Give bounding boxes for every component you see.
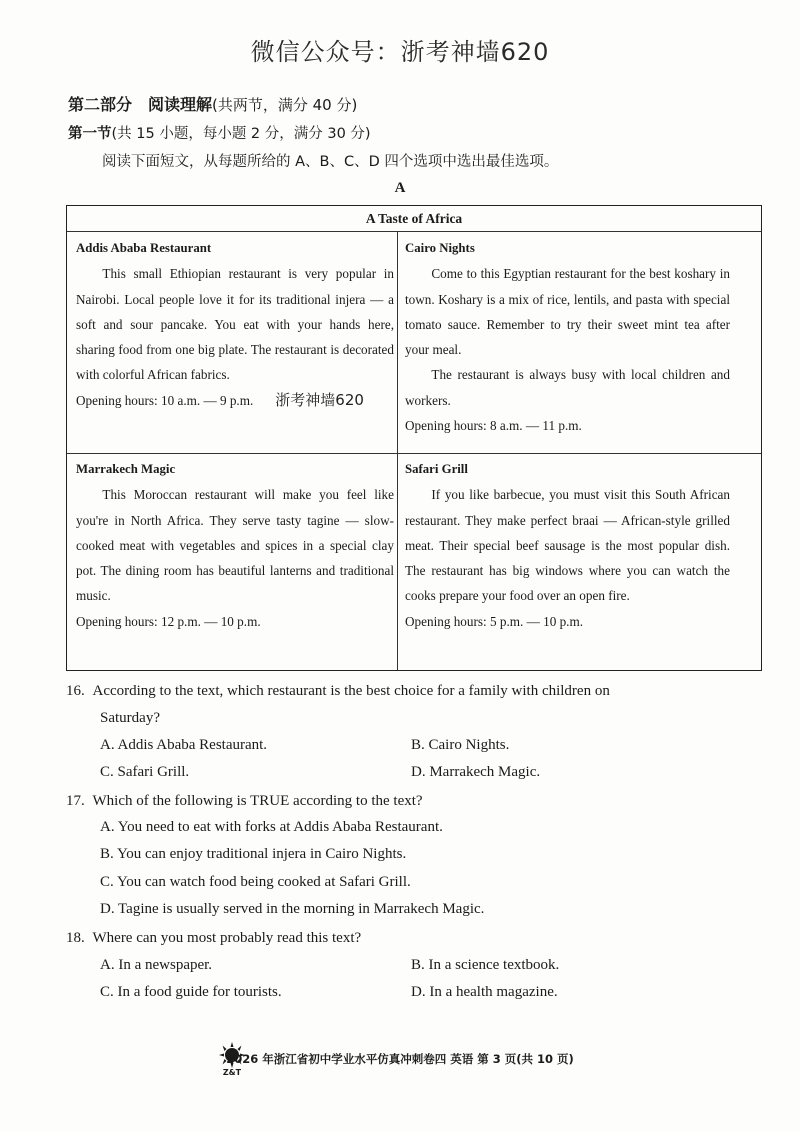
- table-vertical-divider: [397, 232, 398, 670]
- restaurant-description: This Moroccan restaurant will make you feel like you're in North Africa. They serve tasty tagine — slow-cooked meat with vegetables and spices in a special clay pot. The dining room has beautiful lanterns and traditional music.: [76, 487, 394, 604]
- opening-hours: Opening hours: 12 p.m. — 10 p.m.: [76, 613, 261, 629]
- watermark-inline: 浙考神墙620: [275, 390, 364, 409]
- question-16: [66, 678, 610, 705]
- option-a[interactable]: A. You need to eat with forks at Addis Ababa Restaurant.: [100, 819, 443, 835]
- option-d[interactable]: D. Marrakech Magic.: [411, 764, 541, 780]
- question-17: [66, 788, 423, 815]
- section-title: [68, 92, 357, 115]
- restaurant-cell-addis: [76, 236, 394, 413]
- opening-hours: Opening hours: 10 a.m. — 9 p.m.: [76, 392, 254, 408]
- restaurant-cell-marrakech: [76, 457, 394, 634]
- restaurant-name: Safari Grill: [405, 462, 468, 476]
- restaurant-name: Addis Ababa Restaurant: [76, 241, 212, 255]
- svg-text:Z&T: Z&T: [222, 1068, 242, 1076]
- part-title: [68, 122, 371, 143]
- table-horizontal-divider: [67, 453, 761, 454]
- question-18: [66, 925, 361, 952]
- question-stem: Which of the following is TRUE according to the text?: [92, 793, 423, 809]
- opening-hours: Opening hours: 8 a.m. — 11 p.m.: [405, 418, 582, 434]
- restaurant-description: If you like barbecue, you must visit this South African restaurant. They make perfect braai — African-style grilled meat. Their special beef sausage is the most popular dish. The restaurant has big windows where you can watch the cooks prepare your food over an open fire.: [405, 487, 730, 604]
- opening-hours-row: [76, 388, 394, 413]
- option-b[interactable]: B. In a science textbook.: [411, 957, 560, 973]
- option-b[interactable]: B. You can enjoy traditional injera in Cairo Nights.: [100, 846, 407, 862]
- page-footer: 2026 年浙江省初中学业水平仿真冲刺卷四 英语 第 3 页(共 10 页): [226, 1052, 574, 1066]
- option-b[interactable]: B. Cairo Nights.: [411, 737, 510, 753]
- restaurant-name: Cairo Nights: [405, 241, 475, 255]
- option-a[interactable]: A. Addis Ababa Restaurant.: [100, 737, 268, 753]
- option-a[interactable]: A. In a newspaper.: [100, 957, 213, 973]
- opening-hours: Opening hours: 5 p.m. — 10 p.m.: [405, 613, 584, 629]
- table-title: A Taste of Africa: [67, 206, 761, 232]
- restaurant-description: Come to this Egyptian restaurant for the best koshary in town. Koshary is a mix of rice, lentils, and pasta with special tomato sauce. Remember to try their sweet mint tea after your meal.: [405, 266, 730, 358]
- restaurant-description-2: The restaurant is always busy with local children and workers.: [405, 367, 730, 408]
- passage-letter: A: [394, 180, 406, 196]
- part-note: (共 15 小题，每小题 2 分，满分 30 分): [111, 126, 371, 142]
- section-subtitle: (共两节，满分 40 分): [212, 96, 358, 114]
- section-title-text: 第二部分 阅读理解: [68, 95, 213, 114]
- question-stem-cont: Saturday?: [100, 710, 160, 726]
- option-d[interactable]: D. In a health magazine.: [411, 984, 558, 1000]
- option-c[interactable]: C. In a food guide for tourists.: [100, 984, 282, 1000]
- option-c[interactable]: C. Safari Grill.: [100, 764, 190, 780]
- part-label: 第一节: [68, 126, 112, 142]
- watermark-header: 微信公众号：浙考神墙620: [250, 38, 550, 66]
- question-number: 16.: [66, 683, 85, 699]
- option-c[interactable]: C. You can watch food being cooked at Safari Grill.: [100, 874, 411, 890]
- question-number: 17.: [66, 793, 85, 809]
- option-d[interactable]: D. Tagine is usually served in the morning in Marrakech Magic.: [100, 901, 485, 917]
- instruction: 阅读下面短文，从每题所给的 A、B、C、D 四个选项中选出最佳选项。: [102, 154, 559, 170]
- restaurant-description: This small Ethiopian restaurant is very popular in Nairobi. Local people love it for its traditional injera — a soft and sour pancake. You eat with your hands here, sharing food from one big plate. The restaurant is decorated with colorful African fabrics.: [76, 266, 394, 383]
- restaurant-cell-cairo: [405, 236, 730, 438]
- question-stem: According to the text, which restaurant is the best choice for a family with children on: [92, 683, 610, 699]
- question-number: 18.: [66, 930, 85, 946]
- question-stem: Where can you most probably read this text?: [92, 930, 362, 946]
- restaurant-name: Marrakech Magic: [76, 462, 176, 476]
- restaurant-cell-safari: [405, 457, 730, 634]
- restaurant-table: [66, 205, 762, 671]
